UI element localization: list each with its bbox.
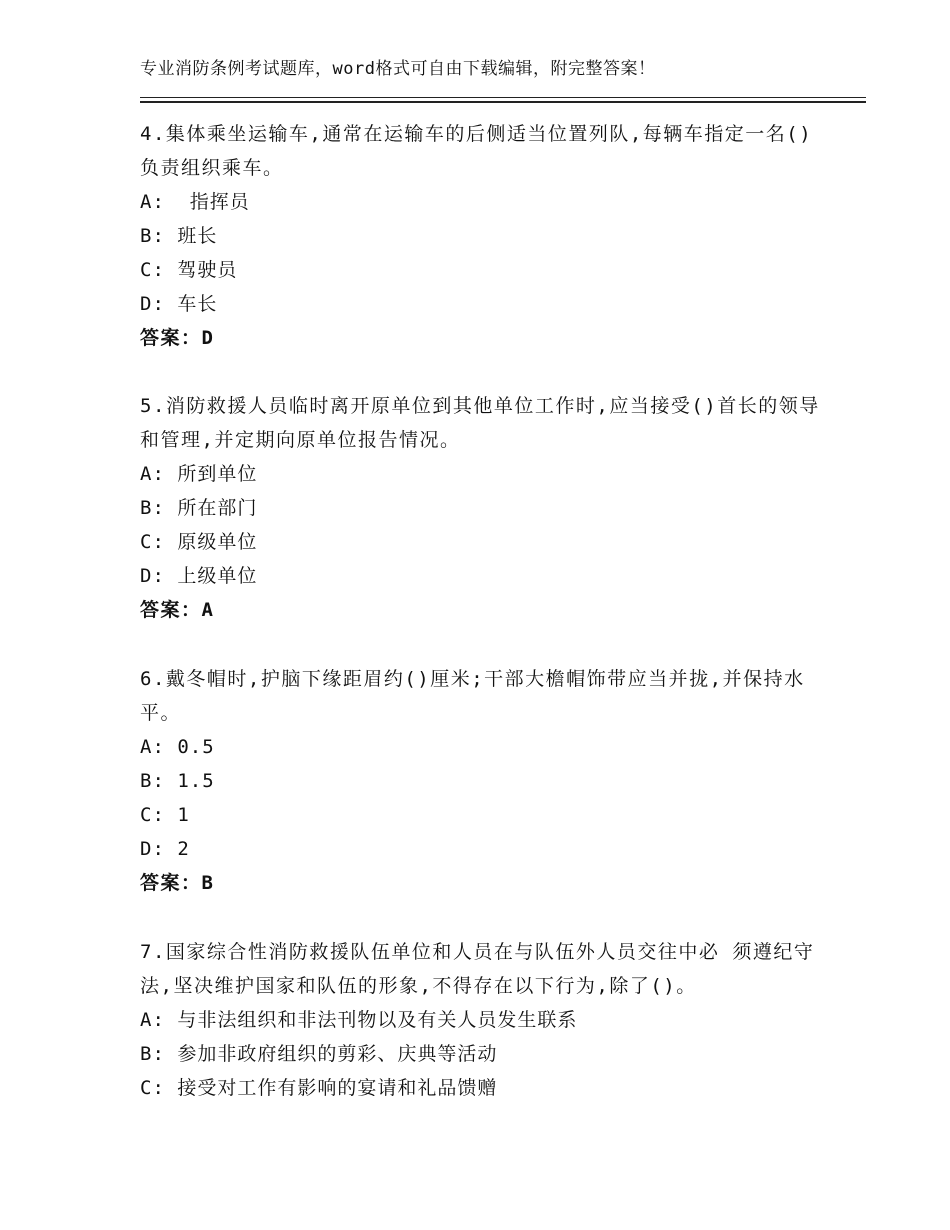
option-d: D: 车长	[140, 293, 218, 315]
option-c: C: 接受对工作有影响的宴请和礼品馈赠	[140, 1077, 498, 1099]
option-a: A: 指挥员	[140, 191, 250, 213]
question-5	[140, 389, 820, 627]
option-c: C: 1	[140, 804, 190, 826]
option-b: B: 参加非政府组织的剪彩、庆典等活动	[140, 1043, 498, 1065]
question-stem: 6.戴冬帽时,护脑下缘距眉约()厘米;干部大檐帽饰带应当并拢,并保持水平。	[140, 668, 805, 724]
answer-label: 答案：B	[140, 872, 215, 894]
option-c: C: 驾驶员	[140, 259, 238, 281]
option-a: A: 0.5	[140, 736, 215, 758]
option-d: D: 上级单位	[140, 565, 258, 587]
question-7	[140, 935, 820, 1105]
option-b: B: 班长	[140, 225, 218, 247]
option-b: B: 所在部门	[140, 497, 258, 519]
question-6	[140, 662, 820, 900]
question-4	[140, 117, 820, 355]
header-divider	[140, 97, 866, 103]
question-stem: 7.国家综合性消防救援队伍单位和人员在与队伍外人员交往中必 须遵纪守法,坚决维护国家和队伍的形象,不得存在以下行为,除了()。	[140, 941, 815, 997]
page-header: 专业消防条例考试题库，word格式可自由下载编辑，附完整答案！	[140, 59, 656, 79]
option-d: D: 2	[140, 838, 190, 860]
answer-label: 答案：D	[140, 327, 215, 349]
answer-label: 答案：A	[140, 599, 215, 621]
question-stem: 4.集体乘坐运输车,通常在运输车的后侧适当位置列队,每辆车指定一名()负责组织乘车。	[140, 123, 813, 179]
option-a: A: 所到单位	[140, 463, 258, 485]
option-c: C: 原级单位	[140, 531, 258, 553]
question-stem: 5.消防救援人员临时离开原单位到其他单位工作时,应当接受()首长的领导和管理,并定期向原单位报告情况。	[140, 395, 820, 451]
option-a: A: 与非法组织和非法刊物以及有关人员发生联系	[140, 1009, 578, 1031]
option-b: B: 1.5	[140, 770, 215, 792]
